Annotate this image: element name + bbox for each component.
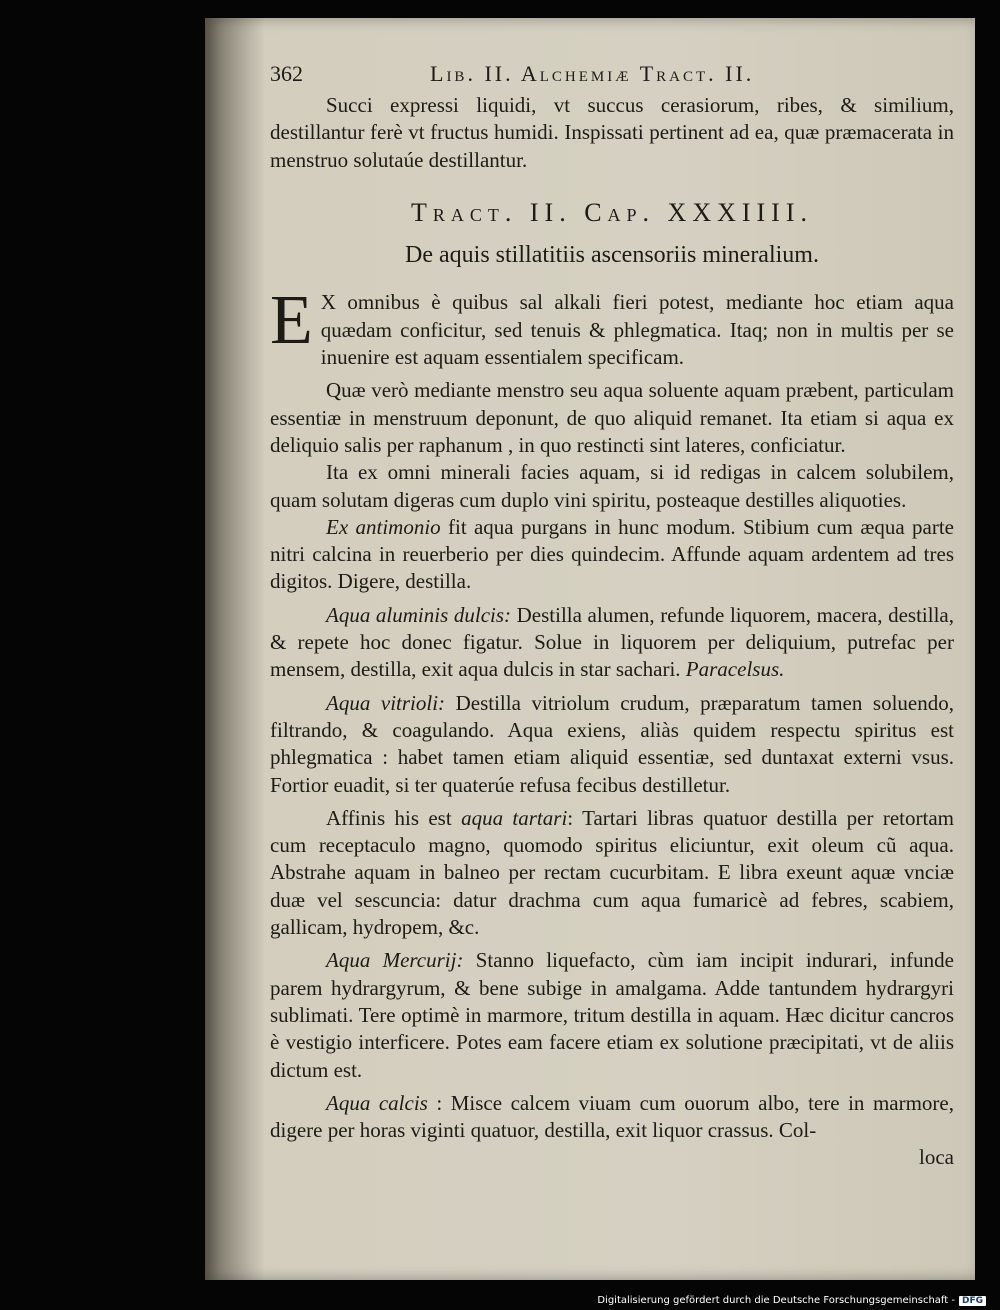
running-header — [270, 60, 954, 90]
paragraph-antimonio-label: Ex antimonio — [326, 514, 441, 539]
page-text-block — [270, 60, 954, 1172]
paragraph-antimonio-text: fit aqua purgans in hunc modum. Stibium cum æqua parte nitri calcina in reuerberio per dies quindecim. Affunde aquam ardentem ad tres digitos. Digere, destilla. — [270, 514, 954, 594]
paragraph-vitrioli-text: Destilla vitriolum crudum, præparatum tamen soluendo, filtrando, & coagulando. Aqua exiens, aliàs quidem respectu spiritus est phlegmatica : habet tamen etiam aliquid essentiæ, sed duntaxat externi vsus. Fortior euadit, si ter quaterúe refusa fecibus destilletur. — [270, 690, 954, 797]
paragraph-vitrioli-label: Aqua vitrioli: — [326, 690, 446, 715]
paragraph-mercurij — [270, 947, 954, 1083]
chapter-subtitle: De aquis stillatitiis ascensoriis mineralium. — [405, 242, 819, 269]
footer-text: Digitalisierung gefördert durch die Deutsche Forschungsgemeinschaft - — [597, 1295, 955, 1306]
paragraph-antimonio — [270, 514, 954, 596]
paragraph-aluminis — [270, 602, 954, 684]
paragraph-1 — [270, 282, 954, 371]
catchword: loca — [919, 1145, 954, 1170]
paragraph-calcis — [270, 1090, 954, 1145]
continuation-paragraph: Succi expressi liquidi, vt succus cerasiorum, ribes, & similium, destillantur ferè vt fructus humidi. Inspissati pertinent ad ea, quæ præmacerata in menstruo solutaúe destillantur. — [270, 93, 954, 172]
paragraph-aluminis-label: Aqua aluminis dulcis: — [326, 602, 512, 627]
paragraph-tartari-pre: Affinis his est — [326, 805, 462, 830]
paragraph-mercurij-label: Aqua Mercurij: — [326, 948, 464, 973]
paragraph-tartari-text: : Tartari libras quatuor destilla per retortam cum receptaculo magno, quomodo spiritus eliciuntur, exit oleum cũ aqua. Abstrahe aquam in balneo per rectam cucurbitam. E libra exeunt aquæ vnciæ duæ vel sescuncia: datur drachma cum aqua fumaricè ad febres, scabiem, gallicam, hydropem, &c. — [270, 805, 954, 940]
chapter-title: Tract. II. Cap. XXXIIII. — [410, 197, 814, 227]
paragraph-vitrioli — [270, 690, 954, 799]
paragraph-aluminis-text: Destilla alumen, refunde liquorem, macera, destilla, & repete hoc donec figatur. Solue in liquorem per deliquium, putrefac per mensem, destilla, exit aqua dulcis in star sachari. — [270, 602, 954, 682]
running-title: Lib. II. Alchemiæ Tract. II. — [430, 61, 755, 86]
paragraph-tartari-label: aqua tartari — [461, 805, 568, 830]
page-number: 362 — [270, 61, 303, 86]
paragraph-calcis-label: Aqua calcis — [326, 1090, 428, 1115]
drop-cap: E — [270, 282, 313, 360]
paragraph-3: Ita ex omni minerali facies aquam, si id redigas in calcem solubilem, quam solutam digeras cum duplo vini spiritu, posteaque destilles aliquoties. — [270, 460, 954, 512]
paragraph-tartari — [270, 805, 954, 941]
dfg-footer — [597, 1295, 986, 1306]
paragraph-2: Quæ verò mediante menstro seu aqua soluente aquam præbent, particulam essentiæ in menstruum deponunt, de quo aliquid remanet. Ita etiam si aqua ex deliquio salis per raphanum , in quo restincti sint lateres, conficiatur. — [270, 378, 954, 457]
paragraph-1-text: X omnibus è quibus sal alkali fieri potest, mediante hoc etiam aqua quædam conficitur, sed tenuis & phlegmatica. Itaq; non in multis per se inuenire est aquam essentialem specificam. — [320, 290, 954, 370]
dfg-logo-icon: DFG — [959, 1296, 986, 1306]
paragraph-mercurij-text: Stanno liquefacto, cùm iam incipit indurari, infunde parem hydrargyrum, & bene subige in amalgama. Adde tantundem hydrargyri sublimati. Tere optimè in marmore, tritum destilla in aquam. Hæc dicitur cancros è vestigio interficere. Potes eam facere etiam ex solutione præcipitati, vt de aliis dictum est. — [270, 948, 954, 1082]
page-gutter-shadow — [205, 18, 265, 1280]
paragraph-calcis-text: : Misce calcem viuam cum ouorum albo, tere in marmore, digere per horas viginti quatuor, destilla, exit liquor crassus. Col- — [270, 1090, 954, 1143]
paragraph-aluminis-ref: Paracelsus. — [685, 657, 785, 682]
